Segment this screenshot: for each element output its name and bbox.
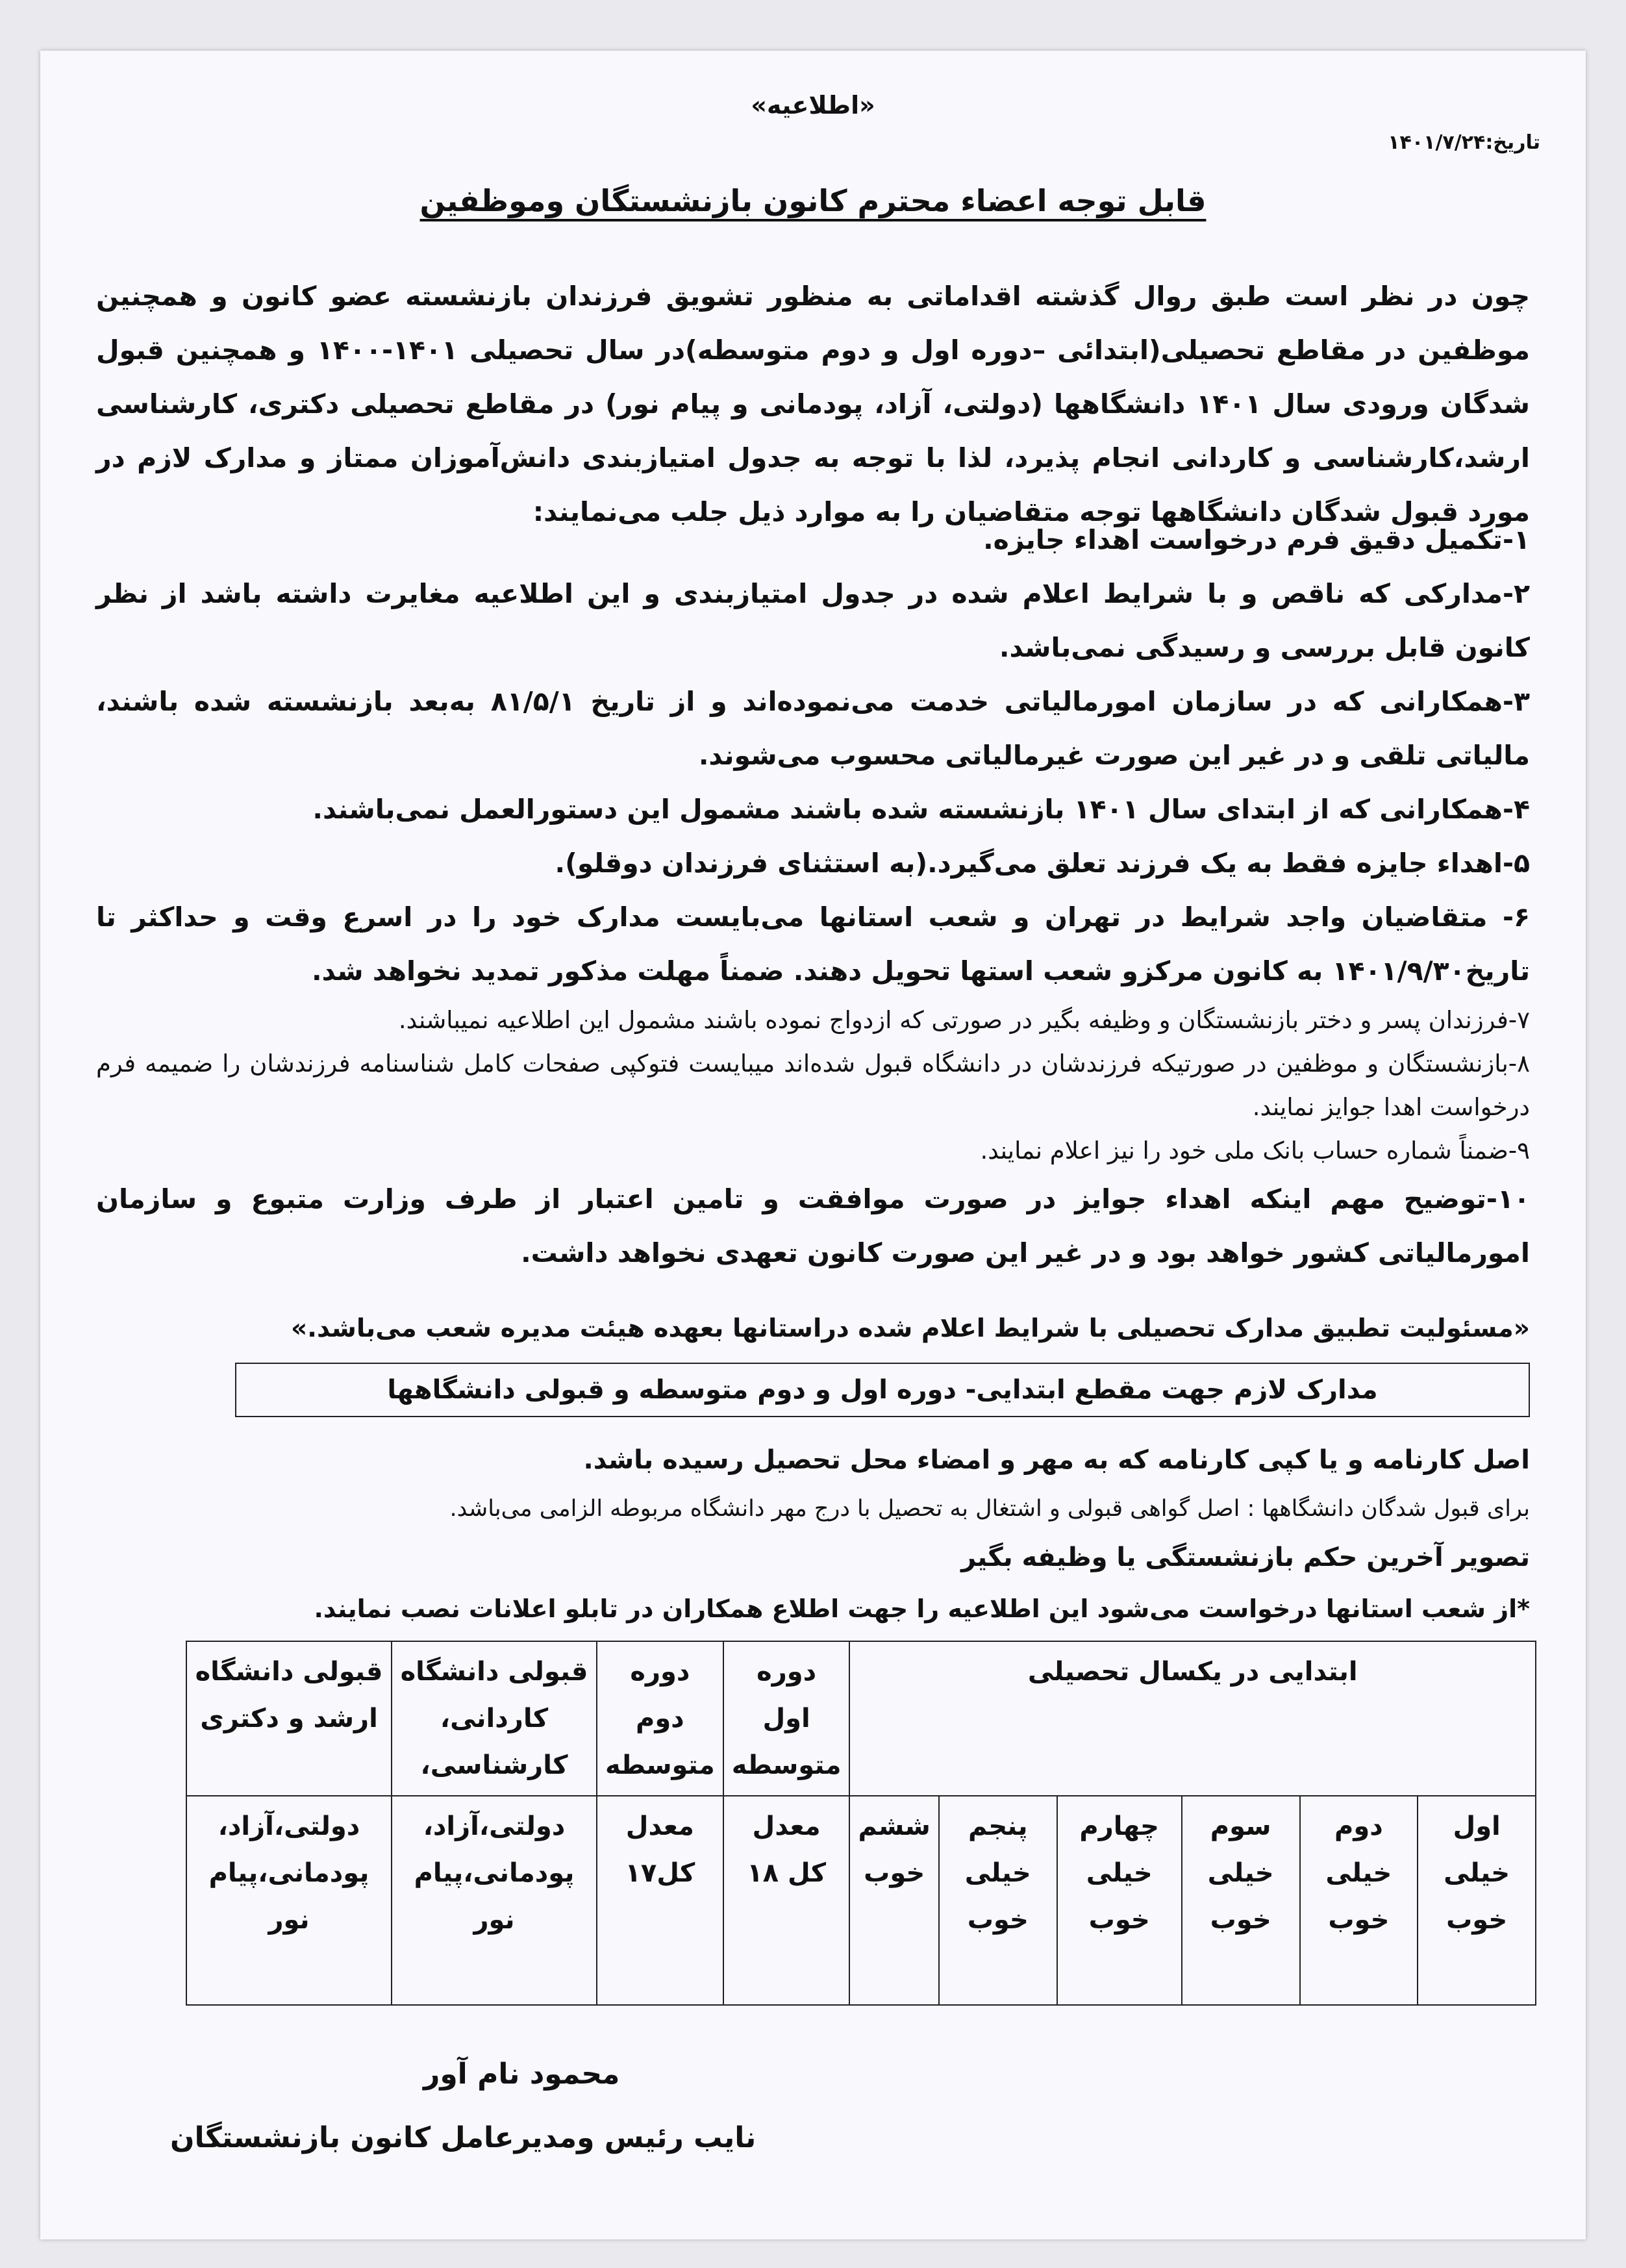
grade-name: سوم bbox=[1210, 1811, 1271, 1841]
table-header-row bbox=[186, 1641, 1536, 1796]
grade-cell bbox=[939, 1796, 1057, 2005]
announcement-label: «اطلاعیه» bbox=[751, 91, 875, 120]
grade-requirement: خیلی خوب bbox=[1086, 1858, 1153, 1935]
signatory-title: نایب رئیس ومدیرعامل کانون بازنشستگان bbox=[170, 2121, 757, 2154]
document-title bbox=[40, 183, 1586, 218]
document-title-text: قابل توجه اعضاء محترم کانون بازنشستگان وموظفین bbox=[419, 183, 1207, 218]
table-row bbox=[186, 1796, 1536, 2005]
required-docs-list bbox=[96, 1434, 1530, 1634]
mid1-requirement-cell: معدل کل ۱۸ bbox=[723, 1796, 850, 2005]
grade-name: ششم bbox=[858, 1811, 931, 1841]
condition-item: ۱۰-توضیح مهم اینکه اهداء جوایز در صورت موافقت و تامین اعتبار از طرف وزارت متبوع و سازمان امورمالیاتی کشور خواهد بود و در غیر این صورت کانون تعهدی نخواهد داشت. bbox=[96, 1183, 1530, 1268]
grade-name: چهارم bbox=[1079, 1811, 1159, 1841]
mid2-requirement-cell: معدل کل۱۷ bbox=[597, 1796, 723, 2005]
required-doc-item: اصل کارنامه و یا کپی کارنامه که به مهر و امضاء محل تحصیل رسیده باشد. bbox=[583, 1445, 1530, 1475]
grad-requirement-cell: دولتی،آزاد، پودمانی،پیام نور bbox=[186, 1796, 392, 2005]
conditions-list bbox=[96, 513, 1530, 1280]
grade-requirement: خوب bbox=[864, 1858, 925, 1888]
signatory-name: محمود نام آور bbox=[423, 2058, 620, 2091]
grade-name: دوم bbox=[1334, 1811, 1383, 1841]
grade-cell bbox=[1418, 1796, 1536, 2005]
condition-item: ۷-فرزندان پسر و دختر بازنشستگان و وظیفه بگیر در صورتی که ازدواج نموده باشند مشمول این اطلاعیه نمیباشند. bbox=[398, 1006, 1530, 1034]
primary-header-cell: ابتدایی در یکسال تحصیلی bbox=[849, 1641, 1536, 1796]
condition-item: ۵-اهداء جایزه فقط به یک فرزند تعلق می‌گیرد.(به استثنای فرزندان دوقلو). bbox=[555, 848, 1530, 879]
grade-requirement: خیلی خوب bbox=[964, 1858, 1031, 1935]
closing-note: «مسئولیت تطبیق مدارک تحصیلی با شرایط اعلام شده دراستانها بعهده هیئت مدیره شعب می‌باشد.» bbox=[290, 1314, 1530, 1343]
grade-cell bbox=[849, 1796, 938, 2005]
grade-requirements-table bbox=[186, 1641, 1536, 2006]
grade-requirement: خیلی خوب bbox=[1325, 1858, 1392, 1935]
mid1-header-cell: دوره اول متوسطه bbox=[723, 1641, 850, 1796]
document-date: تاریخ:۱۴۰۱/۷/۲۴ bbox=[1388, 131, 1540, 154]
condition-item: ۲-مدارکی که ناقص و با شرایط اعلام شده در جدول امتیازبندی و این اطلاعیه مغایرت داشته باشد از نظر کانون قابل بررسی و رسیدگی نمی‌باشد. bbox=[96, 578, 1530, 663]
required-docs-heading: مدارک لازم جهت مقطع ابتدایی- دوره اول و دوم متوسطه و قبولی دانشگاهها bbox=[235, 1363, 1530, 1417]
grade-requirement: خیلی خوب bbox=[1207, 1858, 1274, 1935]
condition-item: ۹-ضمناً شماره حساب بانک ملی خود را نیز اعلام نمایند. bbox=[980, 1137, 1530, 1165]
grade-cell bbox=[1182, 1796, 1300, 2005]
grade-cell bbox=[1300, 1796, 1418, 2005]
condition-item: ۴-همکارانی که از ابتدای سال ۱۴۰۱ بازنشسته شده باشند مشمول این دستورالعمل نمی‌باشند. bbox=[312, 794, 1530, 825]
grade-name: اول bbox=[1453, 1811, 1501, 1841]
condition-item: ۸-بازنشستگان و موظفین در صورتیکه فرزندشان در دانشگاه قبول شده‌اند میبایست فتوکپی صفحات کامل شناسنامه فرزندشان را ضمیمه فرم درخواست اهدا جوایز نمایند. bbox=[96, 1050, 1530, 1121]
intro-paragraph: چون در نظر است طبق روال گذشته اقداماتی به منظور تشویق فرزندان بازنشسته عضو کانون و همچنین موظفین در مقاطع تحصیلی(ابتدائی –دوره اول و دوم متوسطه)در سال تحصیلی ۱۴۰۱-۱۴۰۰ و همچنین قبول شدگان ورودی سال ۱۴۰۱ دانشگاهها (دولتی، آزاد، پودمانی و پیام نور) در مقاطع تحصیلی دکتری، کارشناسی ارشد،کارشناسی و کاردانی انجام پذیرد، لذا با توجه به جدول امتیازبندی دانش‌آموزان ممتاز و مدارک لازم در مورد قبول شدگان دانشگاهها توجه متقاضیان را به موارد ذیل جلب می‌نمایند: bbox=[96, 281, 1530, 527]
condition-item: ۳-همکارانی که در سازمان امورمالیاتی خدمت می‌نموده‌اند و از تاریخ ۸۱/۵/۱ به‌بعد بازنشسته شده باشند، مالیاتی تلقی و در غیر این صورت غیرمالیاتی محسوب می‌شوند. bbox=[96, 686, 1530, 771]
branch-notice: *از شعب استانها درخواست می‌شود این اطلاعیه را جهت اطلاع همکاران در تابلو اعلانات نصب نمایند. bbox=[314, 1594, 1530, 1623]
condition-item: ۱-تکمیل دقیق فرم درخواست اهداء جایزه. bbox=[983, 524, 1530, 555]
uni-requirement-cell: دولتی،آزاد، پودمانی،پیام نور bbox=[392, 1796, 597, 2005]
grade-requirement: خیلی خوب bbox=[1444, 1858, 1510, 1935]
document-page bbox=[40, 51, 1586, 2239]
uni-header-cell: قبولی دانشگاه کاردانی، کارشناسی، bbox=[392, 1641, 597, 1796]
required-doc-item: برای قبول شدگان دانشگاهها : اصل گواهی قبولی و اشتغال به تحصیل با درج مهر دانشگاه مربوطه الزامی می‌باشد. bbox=[449, 1496, 1530, 1522]
grade-name: پنجم bbox=[968, 1811, 1028, 1841]
grade-cell bbox=[1057, 1796, 1182, 2005]
condition-item: ۶- متقاضیان واجد شرایط در تهران و شعب استانها می‌بایست مدارک خود را در اسرع وقت و حداکثر تا تاریخ۱۴۰۱/۹/۳۰ به کانون مرکزو شعب استها تحویل دهند. ضمناً مهلت مذکور تمدید نخواهد شد. bbox=[96, 901, 1530, 987]
required-doc-item: تصویر آخرین حکم بازنشستگی یا وظیفه بگیر bbox=[961, 1543, 1530, 1572]
mid2-header-cell: دوره دوم متوسطه bbox=[597, 1641, 723, 1796]
grad-header-cell: قبولی دانشگاه ارشد و دکتری bbox=[186, 1641, 392, 1796]
